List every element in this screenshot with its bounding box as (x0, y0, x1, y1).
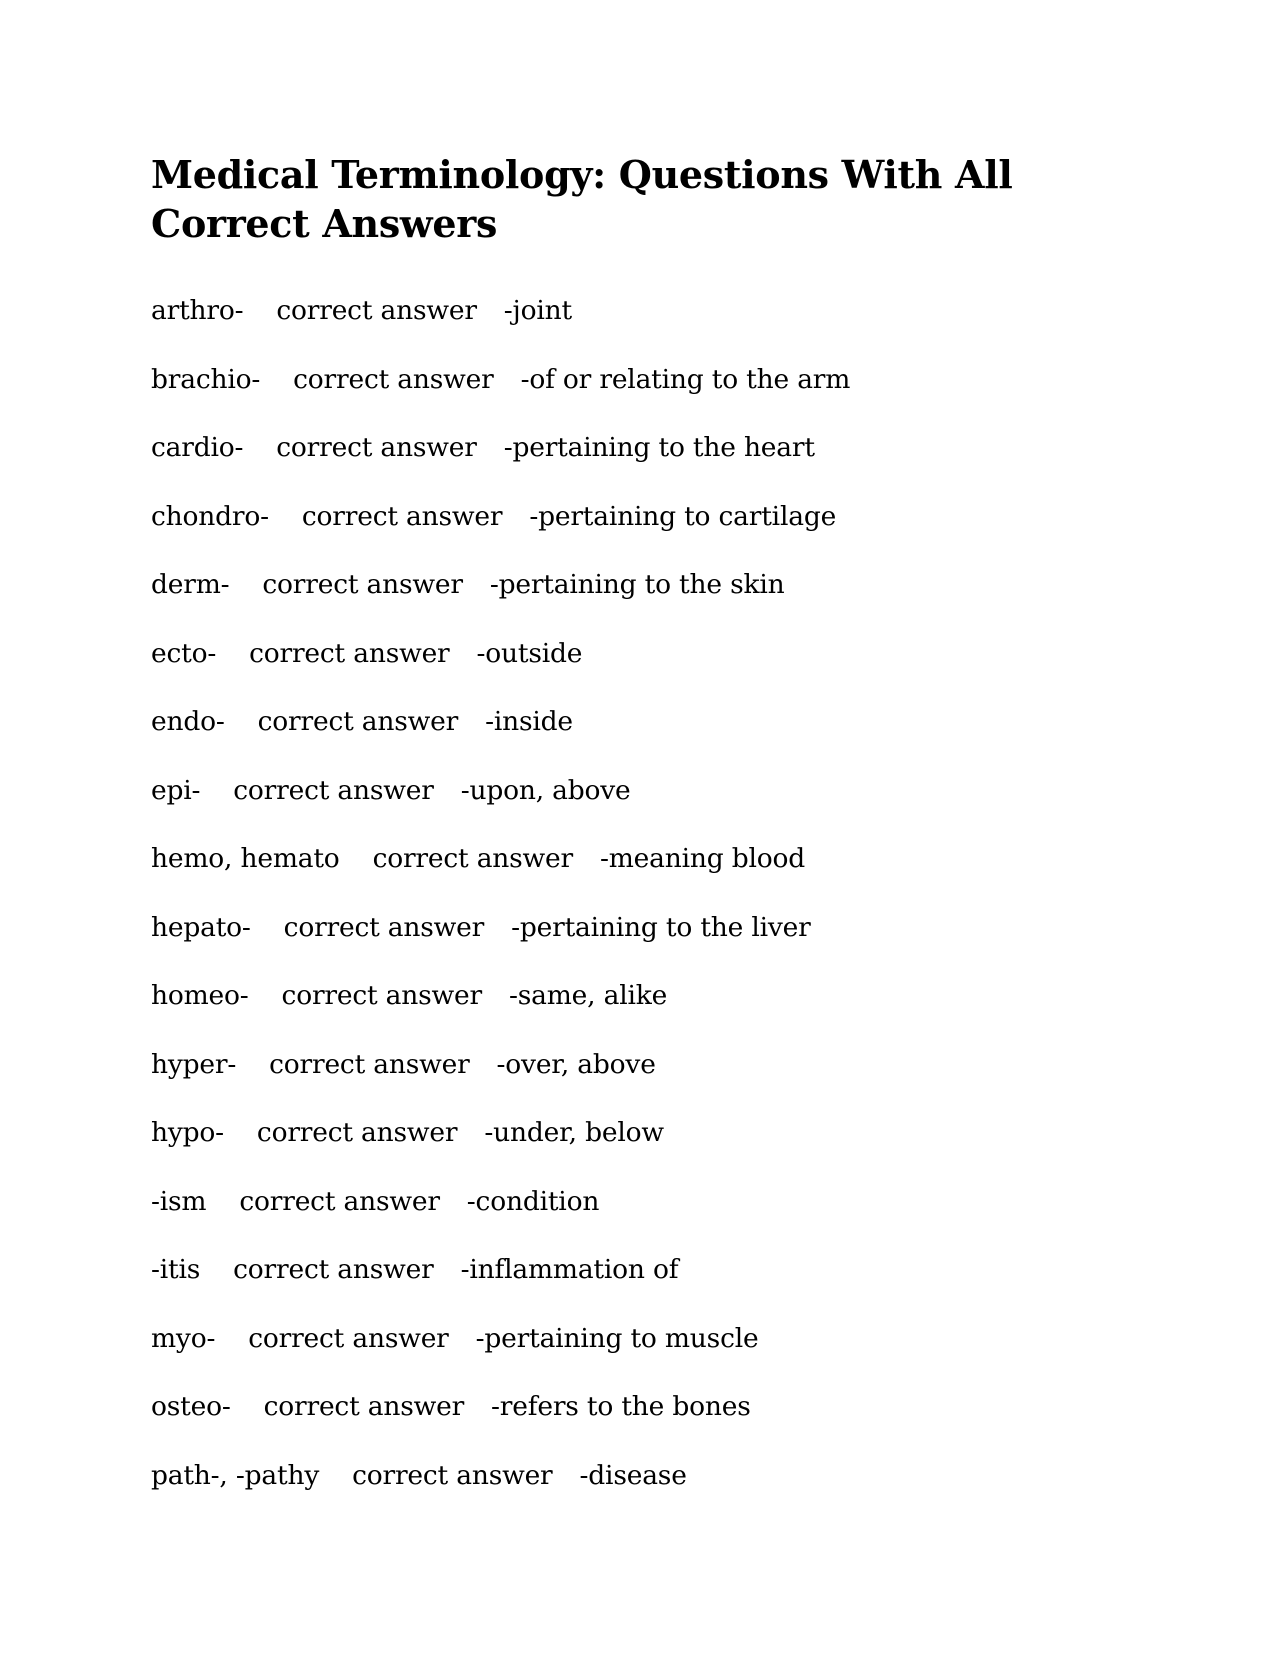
answer-label: correct answer (301, 500, 503, 532)
definition: -under, below (484, 1117, 664, 1148)
list-item (151, 1390, 850, 1459)
answer-label: correct answer (281, 980, 482, 1011)
term: endo- (151, 706, 225, 737)
list-item (151, 1253, 850, 1322)
term: brachio- (151, 363, 261, 395)
list-item (151, 705, 850, 774)
list-item (151, 500, 850, 569)
term: hyper- (151, 1048, 237, 1080)
definition: -over, above (496, 1048, 656, 1080)
definition: -pertaining to muscle (475, 1322, 759, 1354)
list-item (151, 363, 850, 432)
answer-label: correct answer (239, 1185, 440, 1217)
term: epi- (151, 774, 201, 806)
definition: -pertaining to the liver (511, 911, 811, 943)
list-item (151, 568, 850, 637)
answer-label: correct answer (248, 1322, 449, 1354)
term: ecto- (151, 637, 217, 669)
definition: -outside (476, 637, 583, 669)
term: hemo, hemato (151, 843, 340, 874)
list-item (151, 842, 850, 911)
list-item (151, 431, 850, 500)
list-item (151, 637, 850, 706)
answer-label: correct answer (276, 295, 477, 326)
definition: -pertaining to the heart (503, 432, 815, 463)
term: derm- (151, 569, 230, 600)
term: path-, -pathy (151, 1459, 320, 1491)
definition: -inflammation of (460, 1254, 679, 1285)
term: osteo- (151, 1391, 231, 1422)
answer-label: correct answer (283, 911, 485, 943)
term: -ism (151, 1185, 207, 1217)
list-item (151, 1459, 850, 1528)
definition: -condition (466, 1185, 600, 1217)
term: hypo- (151, 1117, 224, 1148)
definition: -pertaining to cartilage (529, 500, 837, 532)
term: myo- (151, 1322, 216, 1354)
list-item (151, 979, 850, 1048)
definition: -of or relating to the arm (520, 363, 851, 395)
definition: -upon, above (460, 774, 631, 806)
definition: -pertaining to the skin (489, 569, 785, 600)
term: homeo- (151, 980, 249, 1011)
definition: -meaning blood (600, 843, 806, 874)
list-item (151, 294, 850, 363)
definition: -same, alike (508, 980, 668, 1011)
terminology-list (151, 294, 850, 1527)
answer-label: correct answer (262, 569, 463, 600)
list-item (151, 1322, 850, 1391)
answer-label: correct answer (269, 1048, 470, 1080)
answer-label: correct answer (233, 1254, 434, 1285)
answer-label: correct answer (233, 774, 434, 806)
term: hepato- (151, 911, 251, 943)
answer-label: correct answer (276, 432, 477, 463)
answer-label: correct answer (372, 843, 573, 874)
answer-label: correct answer (293, 363, 494, 395)
answer-label: correct answer (256, 1117, 458, 1148)
list-item (151, 1048, 850, 1117)
definition: -inside (485, 706, 573, 737)
definition: -disease (579, 1459, 687, 1491)
answer-label: correct answer (352, 1459, 553, 1491)
definition: -joint (503, 295, 572, 326)
answer-label: correct answer (263, 1391, 465, 1422)
list-item (151, 1116, 850, 1185)
answer-label: correct answer (257, 706, 459, 737)
term: chondro- (151, 500, 269, 532)
term: cardio- (151, 432, 244, 463)
list-item (151, 1185, 850, 1254)
list-item (151, 774, 850, 843)
term: arthro- (151, 295, 244, 326)
answer-label: correct answer (249, 637, 450, 669)
term: -itis (151, 1254, 201, 1285)
definition: -refers to the bones (491, 1391, 751, 1422)
list-item (151, 911, 850, 980)
document-title: Medical Terminology: Questions With All Correct Answers (151, 152, 1013, 246)
